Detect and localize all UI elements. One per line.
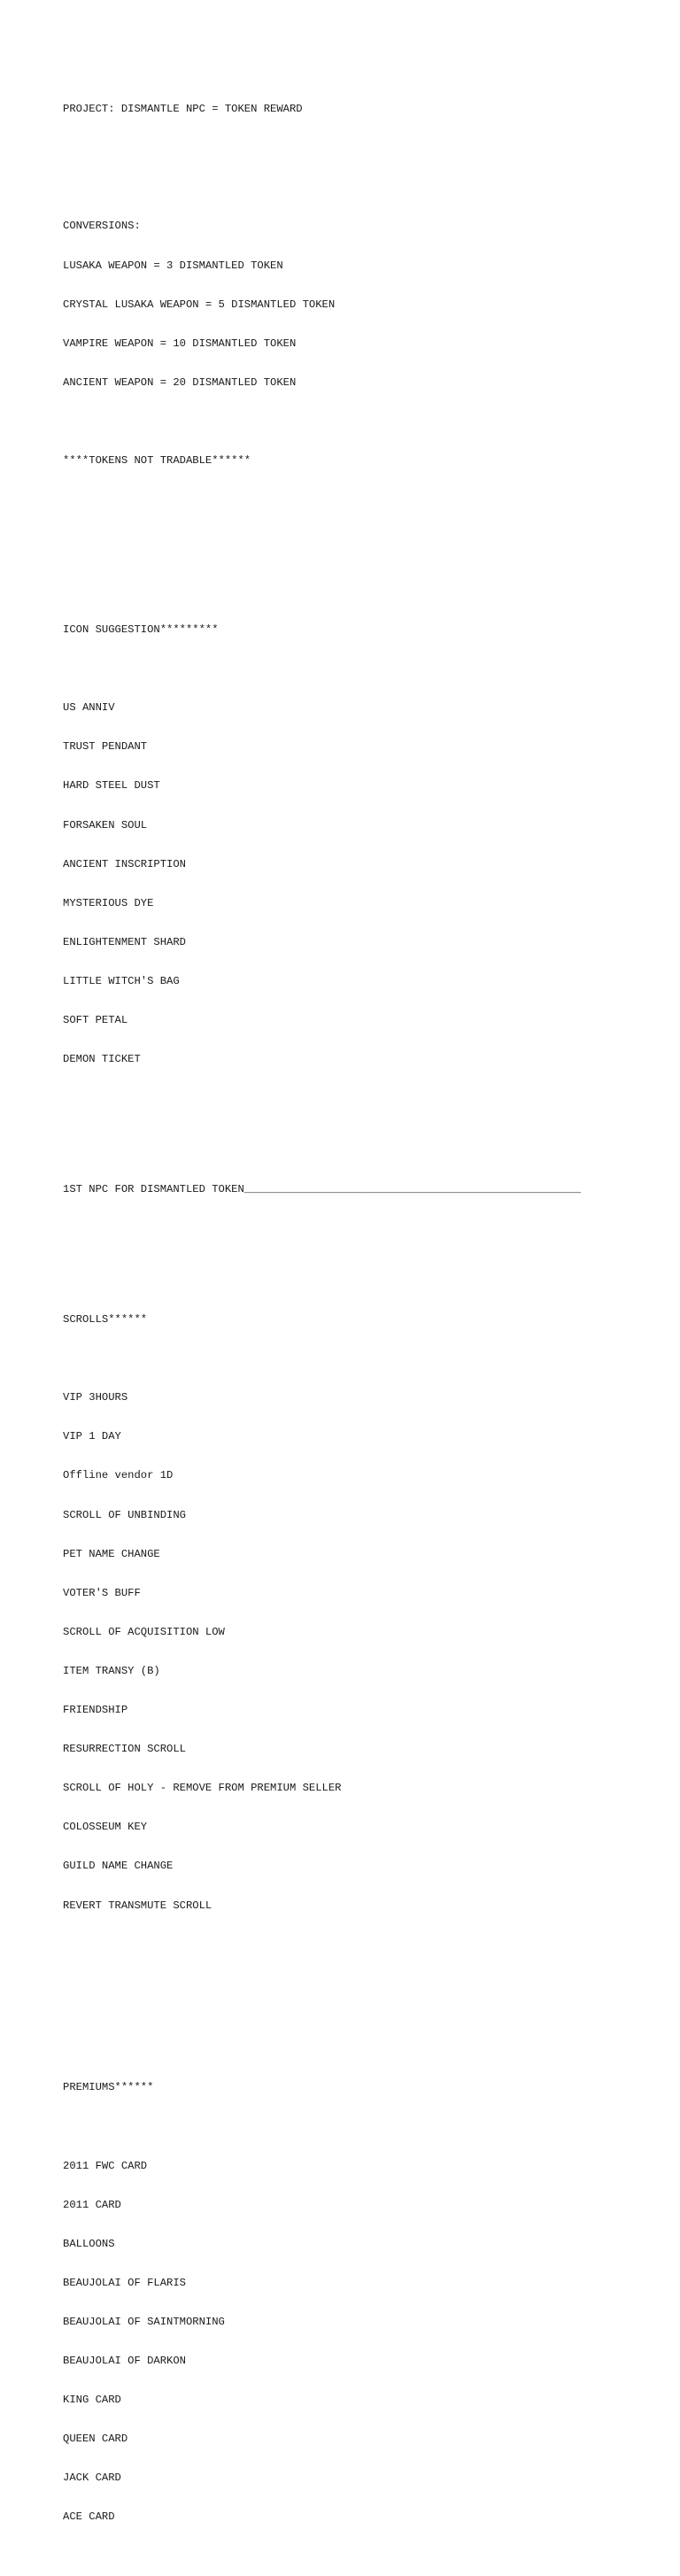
premium-item: JACK CARD [63,2472,121,2485]
scroll-item: Offline vendor 1D [63,1469,174,1482]
icon-suggestion-section [63,598,647,1093]
scrolls-section [63,1288,647,1938]
conversion-item: VAMPIRE WEAPON = 10 DISMANTLED TOKEN [63,337,297,350]
spacer [63,415,647,429]
premium-item: KING CARD [63,2394,121,2407]
spacer [63,1977,647,2016]
tradable-note: ****TOKENS NOT TRADABLE****** [63,453,251,467]
scroll-item: PET NAME CHANGE [63,1547,160,1560]
icon-suggestion-item: ANCIENT INSCRIPTION [63,857,186,870]
premium-item: ACE CARD [63,2510,115,2524]
scroll-item: REVERT TRANSMUTE SCROLL [63,1899,212,1912]
premiums-section [63,2055,647,2550]
scroll-item: SCROLL OF UNBINDING [63,1508,186,1521]
scroll-item: VIP 3HOURS [63,1391,128,1404]
scroll-item: ITEM TRANSY (B) [63,1664,160,1677]
spacer [63,1352,647,1365]
premium-item: BEAUJOLAI OF DARKON [63,2354,186,2367]
conversions-heading: CONVERSIONS: [63,220,141,233]
scroll-item: COLOSSEUM KEY [63,1821,148,1834]
spacer [63,662,647,676]
spacer [63,2120,647,2133]
scroll-item: GUILD NAME CHANGE [63,1860,174,1873]
npc-line: 1ST NPC FOR DISMANTLED TOKEN____________________________________________________ [63,1183,582,1196]
spacer [63,142,647,155]
icon-suggestion-item: FORSAKEN SOUL [63,818,148,832]
conversions-section [63,194,647,493]
icon-suggestion-item: HARD STEEL DUST [63,779,160,793]
scroll-item: SCROLL OF ACQUISITION LOW [63,1625,225,1638]
conversion-item: LUSAKA WEAPON = 3 DISMANTLED TOKEN [63,259,283,272]
scrolls-heading: SCROLLS****** [63,1313,148,1327]
document-page [63,64,647,2576]
scroll-item: VOTER'S BUFF [63,1586,141,1599]
premium-item: BEAUJOLAI OF FLARIS [63,2276,186,2289]
scroll-item: RESURRECTION SCROLL [63,1743,186,1756]
icon-suggestion-item: TRUST PENDANT [63,740,148,754]
icon-suggestion-heading: ICON SUGGESTION********* [63,623,219,637]
icon-suggestion-item: US ANNIV [63,701,115,715]
scroll-item: VIP 1 DAY [63,1430,121,1443]
spacer [63,532,647,558]
premiums-heading: PREMIUMS****** [63,2081,154,2094]
icon-suggestion-item: ENLIGHTENMENT SHARD [63,935,186,948]
scroll-item: SCROLL OF HOLY - REMOVE FROM PREMIUM SELLER [63,1782,342,1795]
icon-suggestion-item: LITTLE WITCH'S BAG [63,974,180,987]
premium-item: 2011 CARD [63,2198,121,2211]
scroll-item: FRIENDSHIP [63,1704,128,1717]
conversion-item: ANCIENT WEAPON = 20 DISMANTLED TOKEN [63,375,297,389]
premium-item: BALLOONS [63,2237,115,2250]
icon-suggestion-item: SOFT PETAL [63,1014,128,1027]
conversion-item: CRYSTAL LUSAKA WEAPON = 5 DISMANTLED TOKEN [63,298,336,311]
premium-item: QUEEN CARD [63,2433,128,2446]
spacer [63,1131,647,1144]
icon-suggestion-item: DEMON TICKET [63,1053,141,1066]
icon-suggestion-item: MYSTERIOUS DYE [63,896,154,909]
premium-item: 2011 FWC CARD [63,2159,148,2172]
premium-item: BEAUJOLAI OF SAINTMORNING [63,2315,225,2328]
spacer [63,1235,647,1249]
project-title: PROJECT: DISMANTLE NPC = TOKEN REWARD [63,103,303,116]
